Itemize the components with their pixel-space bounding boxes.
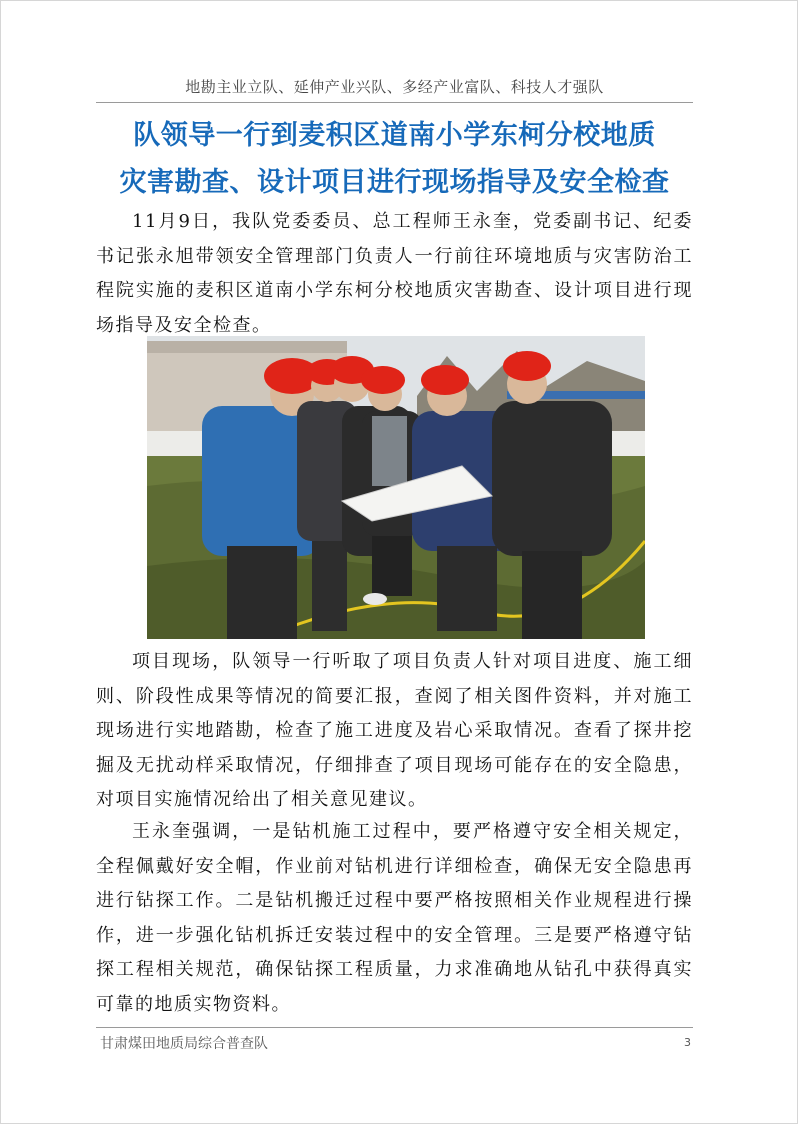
site-inspection-photo xyxy=(147,336,645,639)
title-line-1: 队领导一行到麦积区道南小学东柯分校地质 xyxy=(133,120,656,151)
page-number: 3 xyxy=(684,1036,691,1049)
article-title xyxy=(96,112,693,206)
footer-divider xyxy=(96,1027,693,1028)
paragraph-site-review: 项目现场，队领导一行听取了项目负责人针对项目进度、施工细则、阶段性成果等情况的简要汇报，查阅了相关图件资料，并对施工现场进行实地踏勘，检查了施工进度及岩心采取情况。查看了探井挖掘及无扰动样采取情况，仔细排查了项目现场可能存在的安全隐患，对项目实施情况给出了相关意见建议。 xyxy=(96,651,693,810)
title-line-2: 灾害勘查、设计项目进行现场指导及安全检查 xyxy=(119,167,670,198)
footer-organization: 甘肃煤田地质局综合普查队 xyxy=(100,1036,268,1052)
paragraph-safety-requirements: 王永奎强调，一是钻机施工过程中，要严格遵守安全相关规定，全程佩戴好安全帽，作业前对钻机进行详细检查，确保无安全隐患再进行钻探工作。二是钻机搬迁过程中要严格按照相关作业规程进行操作，进一步强化钻机拆迁安装过程中的安全管理。三是要严格遵守钻探工程相关规范，确保钻探工程质量，力求准确地从钻孔中获得真实可靠的地质实物资料。 xyxy=(96,821,693,1015)
header-divider xyxy=(96,102,693,103)
header-slogan: 地勘主业立队、延伸产业兴队、多经产业富队、科技人才强队 xyxy=(185,78,604,96)
paragraph-intro: 11月9日，我队党委委员、总工程师王永奎，党委副书记、纪委书记张永旭带领安全管理部门负责人一行前往环境地质与灾害防治工程院实施的麦积区道南小学东柯分校地质灾害勘查、设计项目进行现场指导及安全检查。 xyxy=(96,211,693,336)
